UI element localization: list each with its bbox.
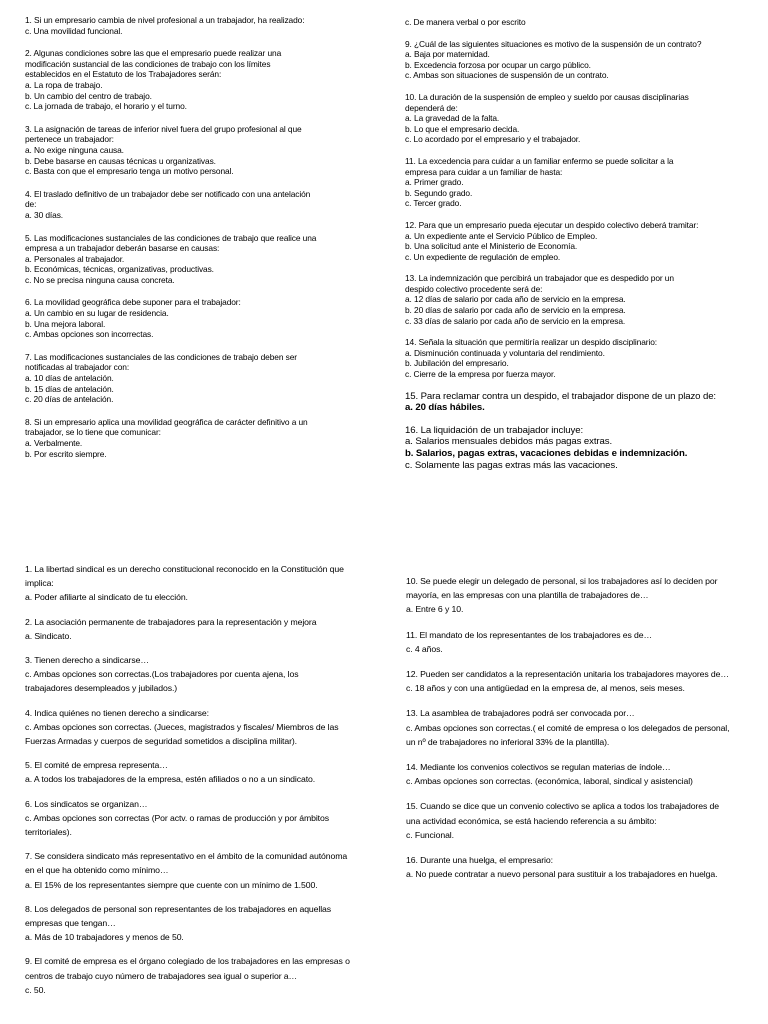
answer-text: establecidos en el Estatuto de los Trabajadores serán:	[25, 69, 222, 80]
answer-text: empresas que tengan…	[25, 918, 116, 929]
answer-text: a. Entre 6 y 10.	[406, 604, 464, 615]
question-block	[406, 574, 761, 617]
question-text: 16. La liquidación de un trabajador incluye:	[405, 424, 584, 436]
answer-text: b. Salarios, pagas extras, vacaciones debidas e indemnización.	[405, 448, 688, 459]
answer-text: trabajador, se lo tiene que comunicar:	[25, 427, 161, 438]
answer-text: a. Poder afiliarte al sindicato de tu elección.	[25, 592, 188, 603]
answer-text: a. Más de 10 trabajadores y menos de 50.	[25, 932, 184, 943]
question-text: 3. La asignación de tareas de inferior nivel fuera del grupo profesional al que	[25, 123, 302, 134]
question-text: 15. Cuando se dice que un convenio colectivo se aplica a todos los trabajadores de	[406, 801, 719, 812]
answer-text: c. Solamente las pagas extras más las vacaciones.	[405, 459, 618, 471]
answer-text: trabajadores desempleados y jubilados.)	[25, 683, 178, 694]
bottom-sheet-right-column	[406, 574, 761, 892]
answer-text: c. Basta con que el empresario tenga un motivo personal.	[25, 166, 234, 177]
answer-text: c. 20 días de antelación.	[25, 394, 114, 405]
answer-text: b. Por escrito siempre.	[25, 448, 107, 459]
answer-text: c. La jornada de trabajo, el horario y el turno.	[25, 101, 187, 112]
question-block	[25, 562, 380, 605]
answer-text: a. Sindicato.	[25, 630, 72, 641]
answer-text: a. 20 días hábiles.	[405, 402, 485, 414]
answer-text: pertenece un trabajador:	[25, 134, 114, 145]
answer-text: centros de trabajo cuyo número de trabajadores sea igual o superior a…	[25, 970, 298, 981]
answer-text: a. La gravedad de la falta.	[405, 113, 500, 124]
question-text: 5. Las modificaciones sustanciales de las condiciones de trabajo que realice una	[25, 232, 317, 243]
question-block	[25, 849, 380, 892]
answer-text: b. Jubilación del empresario.	[405, 358, 509, 369]
answer-text: c. 18 años y con una antigüedad en la empresa de, al menos, seis meses.	[406, 683, 685, 694]
question-block	[406, 628, 761, 656]
question-block	[405, 337, 760, 379]
answer-text: a. Baja por maternidad.	[405, 49, 490, 60]
question-text: 6. La movilidad geográfica debe suponer para el trabajador:	[25, 297, 241, 308]
question-text: 13. La asamblea de trabajadores podrá ser convocada por…	[406, 708, 635, 719]
question-block	[406, 706, 761, 749]
question-block	[405, 425, 760, 471]
question-block	[25, 954, 380, 997]
answer-text: empresa a un trabajador deberán basarse en causas:	[25, 243, 220, 254]
question-block	[25, 706, 380, 749]
question-block	[405, 17, 760, 28]
answer-text: c. Una movilidad funcional.	[25, 25, 123, 36]
answer-text: b. 15 días de antelación.	[25, 383, 114, 394]
question-block	[405, 39, 760, 81]
answer-text: b. Una solicitud ante el Ministerio de Economía.	[405, 241, 578, 252]
question-block	[406, 760, 761, 788]
question-text: 5. El comité de empresa representa…	[25, 760, 168, 771]
question-text: 10. Se puede elegir un delegado de personal, si los trabajadores así lo deciden por	[406, 576, 718, 586]
answer-text: a. No puede contratar a nuevo personal para sustituir a los trabajadores en huelga.	[406, 869, 718, 880]
answer-text: c. 50.	[25, 984, 46, 995]
question-block	[406, 853, 761, 881]
answer-text: c. Ambas opciones son correctas.(Los trabajadores por cuenta ajena, los	[25, 669, 299, 680]
question-text: 12. Pueden ser candidatos a la representación unitaria los trabajadores mayores de…	[406, 669, 729, 680]
answer-text: a. Salarios mensuales debidos más pagas extras.	[405, 436, 613, 448]
answer-text: c. Ambas son situaciones de suspensión de un contrato.	[405, 70, 609, 81]
answer-text: c. 4 años.	[406, 643, 443, 654]
answer-text: a. Personales al trabajador.	[25, 253, 125, 264]
answer-text: b. 20 días de salario por cada año de servicio en la empresa.	[405, 305, 626, 316]
question-text: 4. El traslado definitivo de un trabajador debe ser notificado con una antelación	[25, 188, 311, 199]
top-sheet-right-column	[405, 17, 760, 482]
question-text: c. De manera verbal o por escrito	[405, 17, 526, 27]
question-text: 10. La duración de la suspensión de empleo y sueldo por causas disciplinarias	[405, 91, 689, 102]
question-block	[405, 220, 760, 262]
question-block	[406, 799, 761, 842]
question-text: 8. Los delegados de personal son representantes de los trabajadores en aquellas	[25, 903, 332, 914]
answer-text: modificación sustancial de las condiciones de trabajo con los límites	[25, 58, 271, 69]
question-block	[405, 391, 760, 414]
question-text: 14. Mediante los convenios colectivos se regulan materias de índole…	[406, 762, 671, 773]
answer-text: c. Cierre de la empresa por fuerza mayor.	[405, 369, 556, 380]
question-block	[25, 297, 370, 339]
answer-text: a. Primer grado.	[405, 177, 464, 188]
answer-text: empresa para cuidar a un familiar de hasta:	[405, 166, 563, 177]
answer-text: c. Un expediente de regulación de empleo.	[405, 251, 561, 262]
question-text: 9. El comité de empresa es el órgano colegiado de los trabajadores en las empresas o	[25, 956, 350, 967]
answer-text: c. Funcional.	[406, 829, 454, 840]
answer-text: c. Lo acordado por el empresario y el trabajador.	[405, 134, 581, 145]
answer-text: a. Disminución continuada y voluntaria del rendimiento.	[405, 347, 605, 358]
answer-text: a. No exige ninguna causa.	[25, 144, 124, 155]
question-block	[405, 92, 760, 145]
answer-text: implica:	[25, 578, 54, 589]
question-text: 7. Las modificaciones sustanciales de las condiciones de trabajo deben ser	[25, 351, 297, 362]
answer-text: b. Un cambio del centro de trabajo.	[25, 90, 152, 101]
question-text: 6. Los sindicatos se organizan…	[25, 798, 148, 809]
answer-text: c. Ambas opciones son incorrectas.	[25, 329, 154, 340]
answer-text: dependerá de:	[405, 102, 458, 113]
question-block	[406, 667, 761, 695]
question-block	[405, 273, 760, 326]
question-text: 2. Algunas condiciones sobre las que el empresario puede realizar una	[25, 48, 282, 59]
top-sheet-left-column	[25, 15, 370, 471]
question-block	[25, 797, 380, 840]
answer-text: a. 12 días de salario por cada año de servicio en la empresa.	[405, 294, 626, 305]
question-text: 16. Durante una huelga, el empresario:	[406, 855, 553, 866]
question-text: 4. Indica quiénes no tienen derecho a sindicarse:	[25, 707, 209, 718]
answer-text: c. Ambas opciones son correctas. (económica, laboral, sindical y asistencial)	[406, 776, 693, 787]
answer-text: b. Económicas, técnicas, organizativas, productivas.	[25, 264, 214, 275]
question-text: 13. La indemnización que percibirá un trabajador que es despedido por un	[405, 273, 674, 284]
answer-text: a. 10 días de antelación.	[25, 373, 114, 384]
question-text: 1. Si un empresario cambia de nivel profesional a un trabajador, ha realizado:	[25, 15, 305, 25]
answer-text: b. Segundo grado.	[405, 187, 473, 198]
answer-text: a. La ropa de trabajo.	[25, 79, 103, 90]
question-text: 14. Señala la situación que permitiría realizar un despido disciplinario:	[405, 337, 658, 348]
answer-text: despido colectivo procedente será de:	[405, 283, 543, 294]
question-text: 1. La libertad sindical es un derecho constitucional reconocido en la Constitución que	[25, 564, 344, 574]
question-block	[25, 902, 380, 945]
question-text: 7. Se considera sindicato más representativo en el ámbito de la comunidad autónoma	[25, 851, 348, 862]
question-text: 11. El mandato de los representantes de los trabajadores es de…	[406, 629, 653, 640]
answer-text: b. Una mejora laboral.	[25, 318, 106, 329]
answer-text: a. Verbalmente.	[25, 438, 83, 448]
answer-text: b. Debe basarse en causas técnicas u organizativas.	[25, 155, 216, 166]
answer-text: c. Tercer grado.	[405, 198, 462, 209]
answer-text: un nº de trabajadores no inferioral 33% de la plantilla).	[406, 736, 610, 747]
answer-text: en el que ha obtenido como mínimo…	[25, 865, 169, 876]
question-block	[25, 417, 370, 459]
question-block	[25, 615, 380, 643]
answer-text: a. Un expediente ante el Servicio Público de Empleo.	[405, 230, 598, 241]
question-text: 15. Para reclamar contra un despido, el trabajador dispone de un plazo de:	[405, 390, 716, 402]
answer-text: c. No se precisa ninguna causa concreta.	[25, 274, 175, 285]
answer-text: c. Ambas opciones son correctas. (Jueces, magistrados y fiscales/ Miembros de las	[25, 721, 339, 732]
bottom-sheet-left-column	[25, 562, 380, 1007]
answer-text: c. 33 días de salario por cada año de servicio en la empresa.	[405, 315, 626, 326]
question-block	[25, 48, 370, 112]
question-text: 12. Para que un empresario pueda ejecutar un despido colectivo deberá tramitar:	[405, 219, 699, 230]
question-text: 2. La asociación permanente de trabajadores para la representación y mejora	[25, 616, 317, 627]
question-text: 11. La excedencia para cuidar a un familiar enfermo se puede solicitar a la	[405, 155, 674, 166]
answer-text: a. 30 días.	[25, 209, 64, 220]
answer-text: b. Excedencia forzosa por ocupar un cargo público.	[405, 59, 591, 70]
answer-text: a. A todos los trabajadores de la empresa, estén afiliados o no a un sindicato.	[25, 774, 316, 785]
question-block	[25, 653, 380, 696]
question-block	[25, 15, 370, 36]
answer-text: c. Ambas opciones son correctas (Por actv. o ramas de producción y por ámbitos	[25, 812, 329, 823]
answer-text: a. El 15% de los representantes siempre que cuente con un mínimo de 1.500.	[25, 879, 318, 890]
question-block	[25, 758, 380, 786]
question-text: 3. Tienen derecho a sindicarse…	[25, 655, 149, 666]
question-block	[25, 352, 370, 405]
question-text: 9. ¿Cuál de las siguientes situaciones es motivo de la suspensión de un contrato?	[405, 38, 702, 49]
answer-text: b. Lo que el empresario decida.	[405, 123, 520, 134]
answer-text: a. Un cambio en su lugar de residencia.	[25, 308, 169, 319]
question-block	[25, 189, 370, 221]
question-block	[25, 124, 370, 177]
answer-text: de:	[25, 199, 37, 210]
answer-text: territoriales).	[25, 827, 72, 838]
question-block	[25, 233, 370, 286]
answer-text: mayoría, en las empresas con una plantilla de trabajadores de…	[406, 590, 649, 601]
answer-text: c. Ambas opciones son correctas.( el comité de empresa o los delegados de personal,	[406, 722, 730, 733]
answer-text: notificadas al trabajador con:	[25, 362, 130, 373]
answer-text: una actividad económica, se está haciendo referencia a su ámbito:	[406, 815, 657, 826]
question-block	[405, 156, 760, 209]
answer-text: Fuerzas Armadas y cuerpos de seguridad sometidos a disciplina militar).	[25, 736, 297, 747]
question-text: 8. Si un empresario aplica una movilidad geográfica de carácter definitivo a un	[25, 416, 308, 427]
